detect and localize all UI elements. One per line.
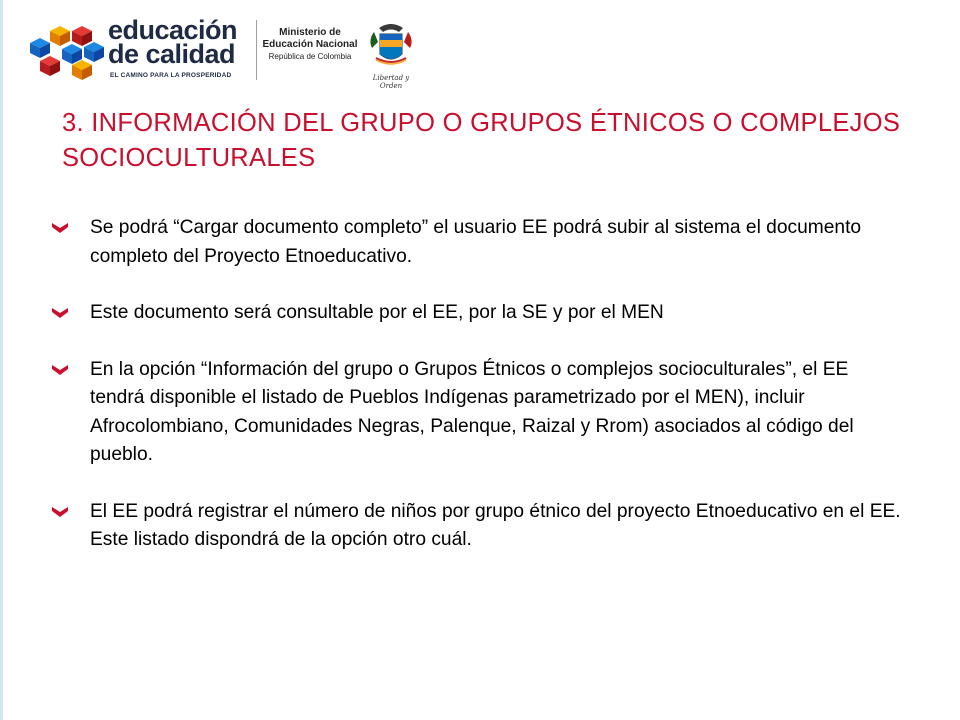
- crest-motto: Libertad y Orden: [372, 74, 410, 90]
- educacion-de-calidad-logo: [30, 15, 245, 84]
- bullet-text: Se podrá “Cargar documento completo” el usuario EE podrá subir al sistema el documento completo del Proyecto Etnoeducativo.: [90, 217, 862, 267]
- logo-wordmark: [108, 15, 238, 69]
- bullet-list: [52, 214, 902, 583]
- bullet-item: [52, 498, 902, 555]
- bullet-item: [52, 214, 902, 271]
- header-divider: [256, 20, 257, 80]
- ministry-line-2: Educación Nacional: [262, 39, 358, 50]
- slide-title-text: 3. INFORMACIÓN DEL GRUPO O GRUPOS ÉTNICOS O COMPLEJOS SOCIOCULTURALES: [62, 109, 901, 172]
- logo-line-1: educación: [108, 15, 238, 45]
- slide-title: [62, 106, 942, 176]
- bullet-text: En la opción “Información del grupo o Grupos Étnicos o complejos socioculturales”, el EE tendrá disponible el listado de Pueblos Indígenas parametrizado por el MEN), incluir Afrocolombiano, Comunidades Negras, Palenque, Raizal y Rrom) asociados al código del pueblo.: [90, 358, 854, 465]
- red-chevron-check-icon: [52, 363, 68, 375]
- bullet-item: [52, 356, 902, 470]
- bullet-text: El EE podrá registrar el número de niños por grupo étnico del proyecto Etnoeducativo en el EE. Este listado dispondrá de la opción otro cuál.: [90, 500, 901, 550]
- ministry-line-3: República de Colombia: [268, 52, 352, 61]
- logo-tagline: EL CAMINO PARA LA PROSPERIDAD: [110, 72, 232, 79]
- bullet-item: [52, 299, 902, 328]
- red-chevron-check-icon: [52, 221, 68, 233]
- red-chevron-check-icon: [52, 505, 68, 517]
- ministry-logo-text: [262, 27, 358, 62]
- bullet-text: Este documento será consultable por el EE, por la SE y por el MEN: [90, 302, 664, 323]
- red-chevron-check-icon: [52, 306, 68, 318]
- colored-cubes-icon: [30, 24, 106, 82]
- slide-left-border: [0, 0, 3, 720]
- ministry-line-1: Ministerio de: [279, 27, 341, 38]
- logo-line-2: de calidad: [108, 39, 236, 69]
- colombia-coat-of-arms-icon: [362, 18, 420, 76]
